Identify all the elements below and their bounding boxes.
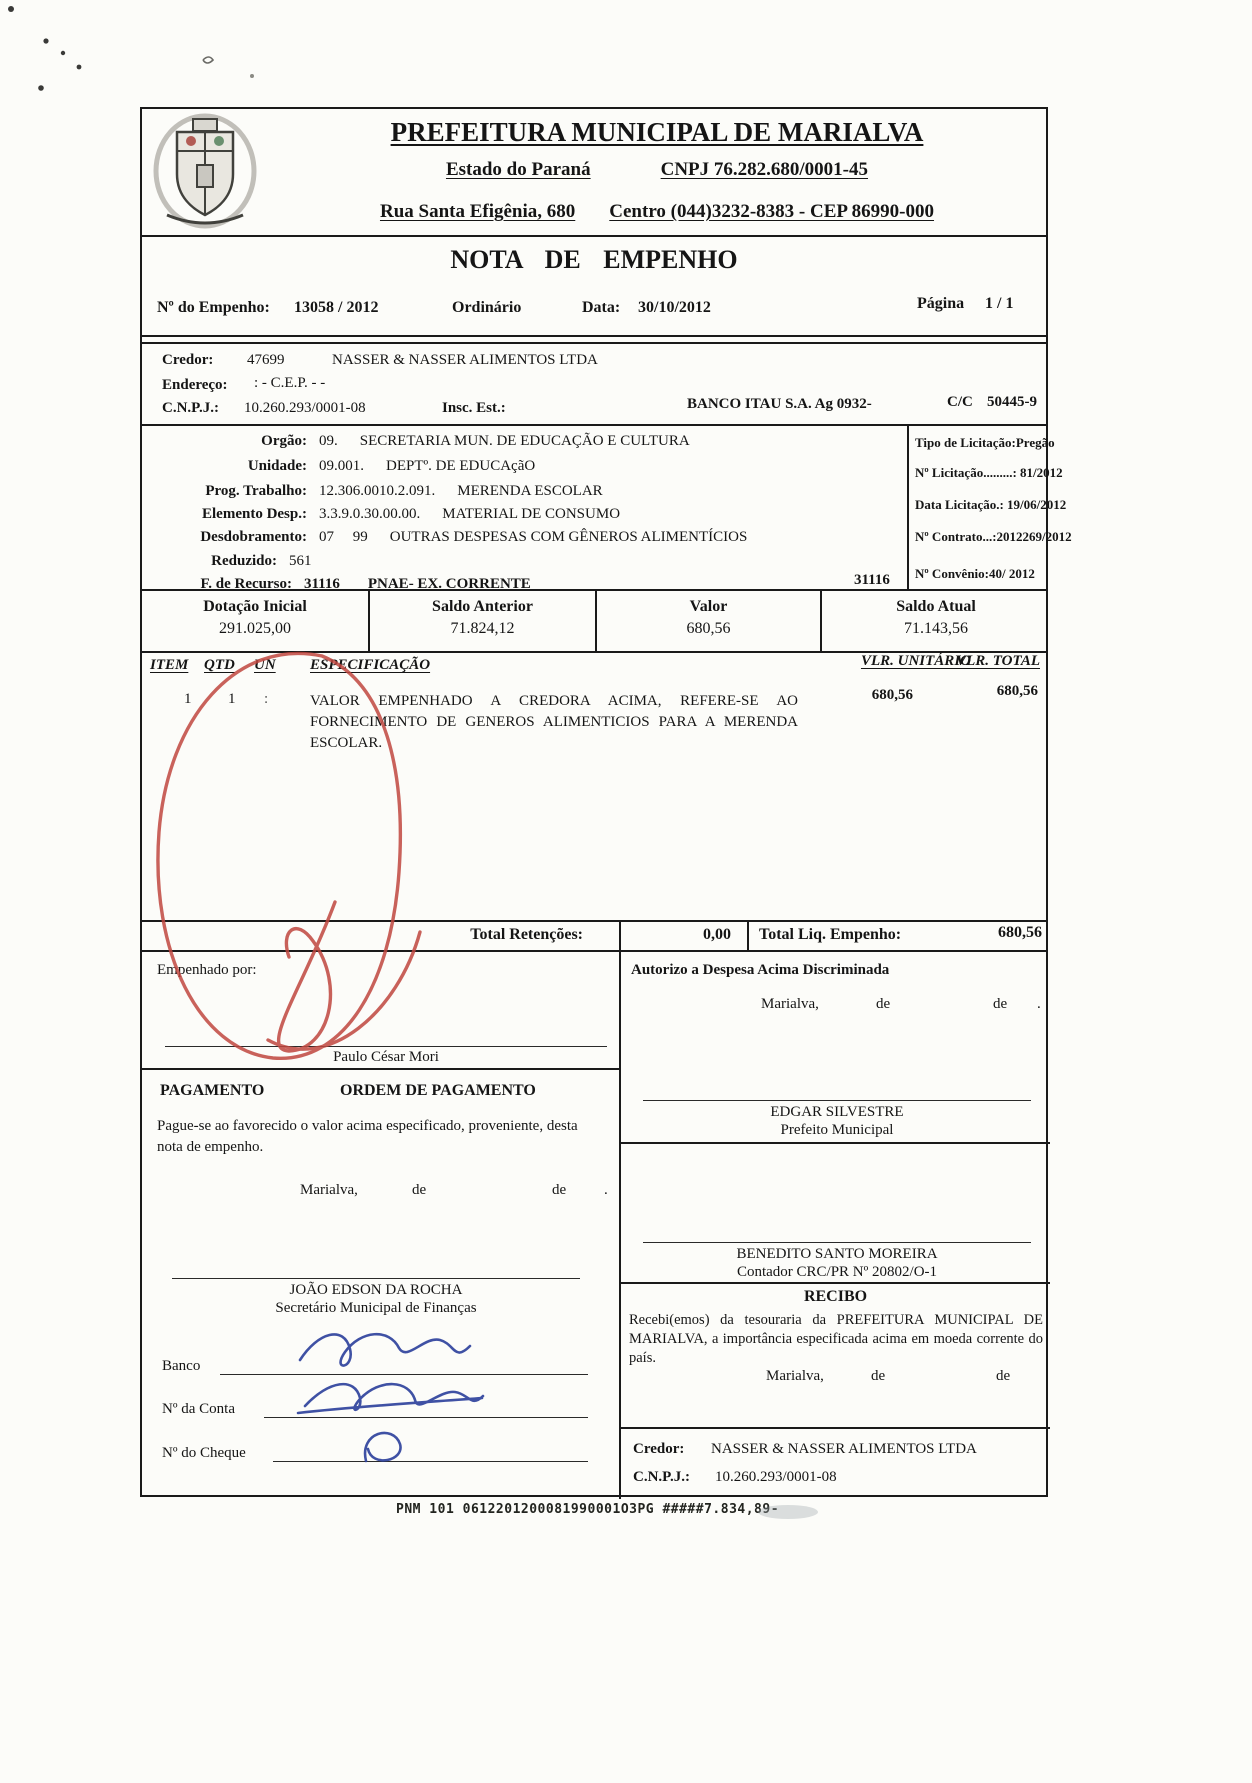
item-qtd: 1 [228,691,236,707]
pagamento-cidade: Marialva, [300,1182,358,1198]
licitacao-numero: Nº Licitação.........: 81/2012 [915,465,1063,480]
header-address2: Centro (044)3232-8383 - CEP 86990-000 [609,201,935,222]
unidade-label: Unidade: [247,458,307,474]
saldo-atual-cell [822,591,1050,653]
empenhado-por-label: Empenhado por: [157,962,257,978]
field-unidade [147,457,535,475]
cc-label: C/C [947,394,973,410]
conta-field-label: Nº da Conta [162,1401,235,1417]
empenho-number-row [142,283,1046,337]
document-title-bar [142,237,1046,283]
contador-nome: BENEDITO SANTO MOREIRA [736,1246,938,1262]
printer-control-line: PNM 101 0612201200081990001O3PG #####7.834,89- [396,1502,780,1517]
pague-se-texto: Pague-se ao favorecido o valor acima especificado, proveniente, desta nota de empenho. [157,1118,578,1155]
cheque-field-label: Nº do Cheque [162,1445,246,1461]
field-reduzido [147,552,312,570]
signature-line-prefeito [643,1100,1031,1101]
autorizo-cidade: Marialva, [761,996,819,1012]
field-elemento-despesa [147,505,620,523]
elemento-code: 3.3.9.0.30.00.00. [319,506,421,522]
recibo-de-2: de [996,1368,1011,1384]
col-header-qtd: QTD [204,657,235,673]
orgao-label: Orgão: [261,433,307,449]
recurso-code-extra: 31116 [854,572,890,588]
empenho-date-label: Data: [582,299,621,316]
items-table [142,653,1046,922]
pagamento-de-2: de [552,1182,567,1198]
prog-trabalho-code: 12.306.0010.2.091. [319,483,436,499]
ordem-pagamento-label: ORDEM DE PAGAMENTO [340,1082,536,1099]
nota-de-empenho-form [140,107,1072,1497]
elemento-label: Elemento Desp.: [202,506,307,522]
elemento-name: MATERIAL DE CONSUMO [442,506,621,522]
cc-value: 50445-9 [987,394,1037,410]
page-number: 1 / 1 [985,295,1014,312]
empenho-label: Nº do Empenho: [157,299,270,316]
prog-trabalho-name: MERENDA ESCOLAR [457,483,603,499]
pagamento-dot: . [604,1182,608,1198]
municipal-coat-of-arms-icon [152,113,258,233]
credor-name: NASSER & NASSER ALIMENTOS LTDA [332,352,598,368]
header-address: Rua Santa Efigênia, 680 [379,201,576,222]
banco-field-line [220,1374,588,1375]
autorizo-de-2: de [993,996,1008,1012]
item-especificacao: VALOR EMPENHADO A CREDORA ACIMA, REFERE-SE AO FORNECIMENTO DE GENEROS ALIMENTICIOS PARA A MERENDA ESCOLAR. [310,693,798,751]
dotacao-value: 291.025,00 [219,620,291,637]
endereco-label: Endereço: [162,377,228,393]
reduzido-value: 561 [289,553,312,569]
header-title: PREFEITURA MUNICIPAL DE MARIALVA [390,117,924,147]
credor-code: 47699 [247,352,285,368]
autorizo-title: Autorizo a Despesa Acima Discriminada [631,962,890,978]
banco-field-label: Banco [162,1358,201,1374]
saldo-atual-label: Saldo Atual [896,598,976,615]
header-state: Estado do Paraná [445,159,591,180]
empenhado-por-nome: Paulo César Mori [333,1049,439,1065]
contador-box [621,1144,1050,1284]
item-vlr-unitario: 680,56 [871,687,913,703]
insc-est-label: Insc. Est.: [442,400,506,416]
item-vlr-total: 680,56 [996,683,1038,699]
liq-empenho-value: 680,56 [998,924,1042,941]
totals-row [142,922,1046,952]
signature-line-secretario [172,1278,580,1279]
valor-cell [597,591,822,653]
licitacao-data: Data Licitação.: 19/06/2012 [915,497,1067,512]
desdobramento-code: 07 99 [319,529,368,545]
prefeito-cargo: Prefeito Municipal [780,1122,894,1138]
desdobramento-name: OUTRAS DESPESAS COM GÊNEROS ALIMENTÍCIOS [389,529,748,545]
header-cnpj: CNPJ 76.282.680/0001-45 [660,159,869,180]
valor-label: Valor [689,598,728,615]
scan-specks [8,6,254,91]
item-number: 1 [184,691,192,707]
dotacao-label: Dotação Inicial [203,598,307,615]
prefeito-nome: EDGAR SILVESTRE [770,1104,904,1120]
col-header-vlr-unitario: VLR. UNITÁRIO [860,653,971,669]
recurso-name: PNAE- EX. CORRENTE [367,576,531,592]
recibo-texto: Recebi(emos) da tesouraria da PREFEITURA MUNICIPAL DE MARIALVA, a importância especificada acima em moeda corrente do país. [629,1312,1043,1366]
reduzido-label: Reduzido: [211,553,277,569]
autorizo-de-1: de [876,996,891,1012]
desdobramento-label: Desdobramento: [200,529,307,545]
recibo-cnpj-label: C.N.P.J.: [633,1469,690,1485]
recibo-de-1: de [871,1368,886,1384]
prog-trabalho-label: Prog. Trabalho: [205,483,307,499]
credor-label: Credor: [162,352,214,368]
contador-cargo: Contador CRC/PR Nº 20802/O-1 [736,1264,938,1280]
empenho-date: 30/10/2012 [638,299,711,316]
autorizo-dot: . [1037,996,1041,1012]
recibo-title: RECIBO [803,1288,868,1305]
recibo-credor-label: Credor: [633,1441,685,1457]
unidade-code: 09.001. [319,458,364,474]
endereco-value: : - C.E.P. - - [254,375,326,391]
field-prog-trabalho [147,482,603,500]
pagamento-de-1: de [412,1182,427,1198]
retencoes-value-cell [619,922,747,952]
empenhado-por-box [142,952,619,1070]
values-row [142,591,1046,653]
conta-field-line [264,1417,588,1418]
recibo-box [621,1284,1050,1429]
recibo-cnpj-value: 10.260.293/0001-08 [715,1469,837,1485]
item-un: : [264,691,269,707]
field-orgao [147,432,690,450]
authorization-column [619,952,1050,1499]
saldo-anterior-label: Saldo Anterior [432,598,533,615]
creditor-block [142,342,1046,426]
pagamento-box [142,1070,619,1499]
page-label: Página [917,295,965,312]
recurso-code: 31116 [304,576,340,592]
saldo-anterior-value: 71.824,12 [450,620,515,637]
retencoes-value: 0,00 [703,926,731,943]
budget-classification-block [142,426,1072,592]
orgao-code: 09. [319,433,338,449]
pagamento-label: PAGAMENTO [160,1082,265,1099]
valor-value: 680,56 [686,620,731,637]
retencoes-label: Total Retenções: [470,926,583,943]
col-header-item: ITEM [150,657,189,673]
document-title: NOTA DE EMPENHO [450,245,738,274]
recibo-credor-box [621,1429,1050,1499]
dotacao-cell [142,591,370,653]
signature-line-contador [643,1242,1031,1243]
cheque-field-line [273,1461,588,1462]
licitacao-tipo: Tipo de Licitação:Pregão [915,435,1055,450]
col-header-espec: ESPECIFICAÇÃO [310,657,431,673]
retencoes-label-cell [142,922,619,952]
licitacao-box [907,426,1072,591]
secretario-cargo: Secretário Municipal de Finanças [275,1300,477,1316]
autorizo-box [621,952,1050,1144]
credor-cnpj: 10.260.293/0001-08 [244,400,366,416]
credor-cnpj-label: C.N.P.J.: [162,400,219,416]
liq-empenho-cell [747,922,1050,952]
unidade-name: DEPTº. DE EDUCAçãO [386,458,536,474]
liq-empenho-label: Total Liq. Empenho: [759,926,902,943]
licitacao-contrato: Nº Contrato...:2012269/2012 [915,529,1072,544]
signature-line-empenhado [165,1046,607,1047]
orgao-name: SECRETARIA MUN. DE EDUCAÇÃO E CULTURA [359,433,690,449]
recibo-cidade: Marialva, [766,1368,824,1384]
saldo-anterior-cell [370,591,597,653]
banco-value: BANCO ITAU S.A. Ag 0932- [687,396,872,412]
saldo-atual-value: 71.143,56 [904,620,968,637]
secretario-nome: JOÃO EDSON DA ROCHA [289,1282,463,1298]
form-header [142,109,1046,237]
empenho-number: 13058 / 2012 [294,299,379,316]
field-desdobramento [147,528,747,546]
col-header-vlr-total: VLR. TOTAL [956,653,1040,669]
licitacao-convenio: Nº Convênio:40/ 2012 [915,566,1035,581]
recibo-credor-nome: NASSER & NASSER ALIMENTOS LTDA [711,1441,977,1457]
empenho-kind: Ordinário [452,299,522,316]
col-header-un: UN [254,657,276,673]
recurso-label: F. de Recurso: [200,576,292,592]
